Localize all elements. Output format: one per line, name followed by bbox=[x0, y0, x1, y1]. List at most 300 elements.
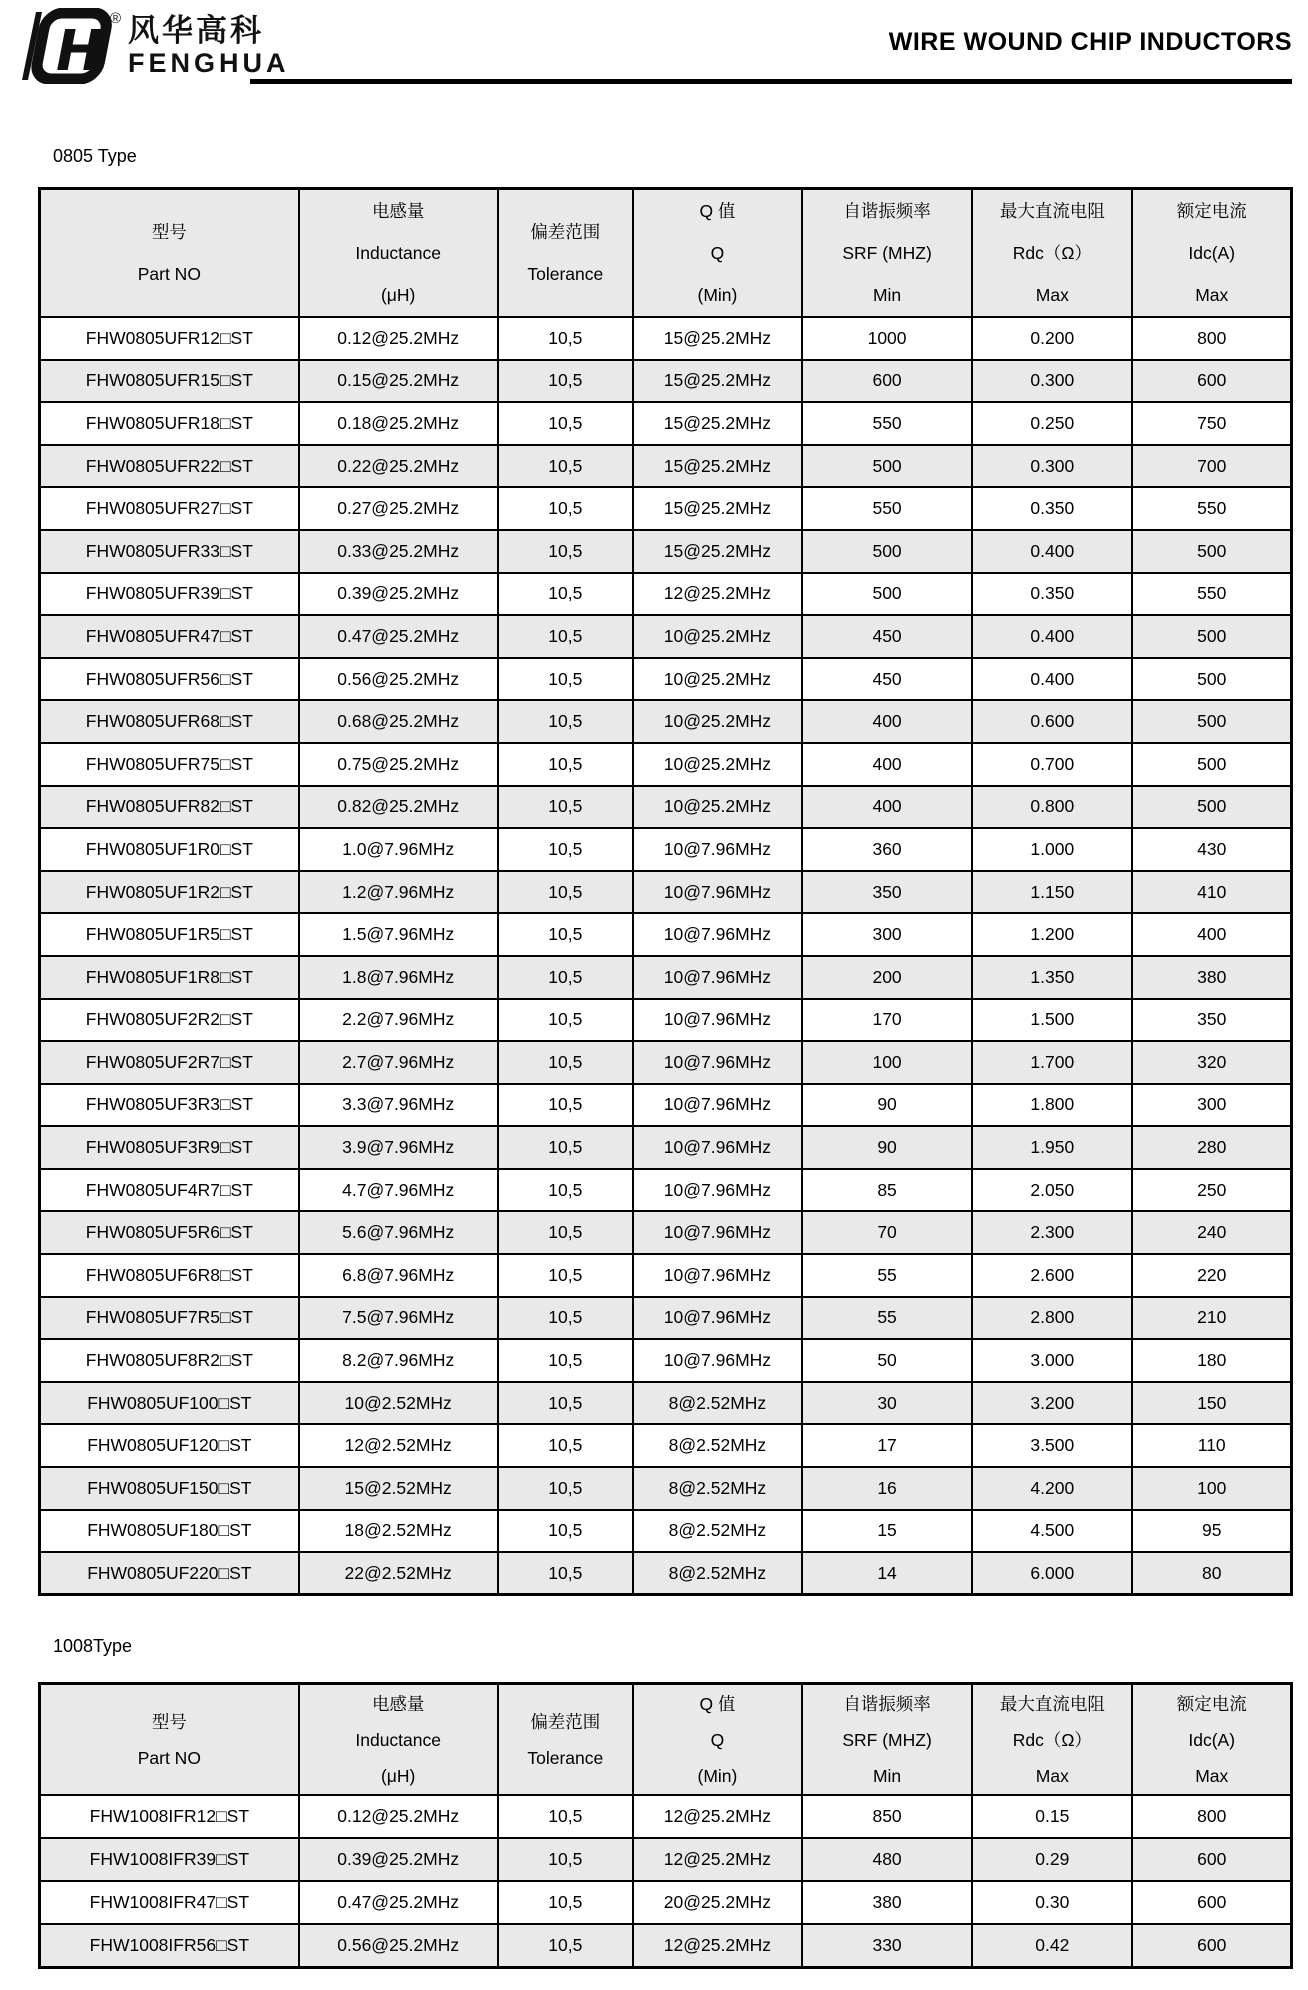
table-cell: 20@25.2MHz bbox=[633, 1881, 802, 1924]
table-cell: FHW1008IFR47□ST bbox=[40, 1881, 299, 1924]
table-cell: 2.600 bbox=[972, 1254, 1132, 1297]
table-cell: 0.82@25.2MHz bbox=[299, 786, 498, 829]
table-row bbox=[40, 786, 1292, 829]
table-cell: 10,5 bbox=[498, 573, 633, 616]
table-row bbox=[40, 317, 1292, 360]
column-header: Q 值 Q (Min) bbox=[633, 1684, 802, 1796]
table-cell: FHW0805UF180□ST bbox=[40, 1510, 299, 1553]
table-cell: 80 bbox=[1132, 1552, 1291, 1595]
table-cell: 750 bbox=[1132, 402, 1291, 445]
table-cell: 0.56@25.2MHz bbox=[299, 1924, 498, 1967]
column-header: 电感量 Inductance (μH) bbox=[299, 1684, 498, 1796]
table-cell: 90 bbox=[802, 1126, 972, 1169]
table-cell: FHW0805UF5R6□ST bbox=[40, 1211, 299, 1254]
table-cell: 10,5 bbox=[498, 445, 633, 488]
table-row bbox=[40, 1552, 1292, 1595]
table-cell: FHW0805UF1R5□ST bbox=[40, 913, 299, 956]
table-row bbox=[40, 1041, 1292, 1084]
table-cell: 2.050 bbox=[972, 1169, 1132, 1212]
table-cell: 1.950 bbox=[972, 1126, 1132, 1169]
table-cell: 550 bbox=[802, 487, 972, 530]
table-row bbox=[40, 1510, 1292, 1553]
table-cell: 4.500 bbox=[972, 1510, 1132, 1553]
table-cell: 12@25.2MHz bbox=[633, 1838, 802, 1881]
table-cell: 10@7.96MHz bbox=[633, 999, 802, 1042]
column-header: 额定电流 Idc(A) Max bbox=[1132, 189, 1291, 318]
table-cell: 1.000 bbox=[972, 828, 1132, 871]
table-cell: 10@7.96MHz bbox=[633, 871, 802, 914]
table-cell: 800 bbox=[1132, 1795, 1291, 1838]
table-cell: 800 bbox=[1132, 317, 1291, 360]
table-row bbox=[40, 828, 1292, 871]
table-cell: 70 bbox=[802, 1211, 972, 1254]
table-cell: 410 bbox=[1132, 871, 1291, 914]
table-cell: 0.15@25.2MHz bbox=[299, 360, 498, 403]
brand-text bbox=[128, 14, 290, 78]
table-cell: FHW0805UF8R2□ST bbox=[40, 1339, 299, 1382]
table-cell: 1000 bbox=[802, 317, 972, 360]
table-cell: 10@25.2MHz bbox=[633, 743, 802, 786]
table-cell: 0.27@25.2MHz bbox=[299, 487, 498, 530]
table-cell: 1.0@7.96MHz bbox=[299, 828, 498, 871]
table-cell: 10@7.96MHz bbox=[633, 828, 802, 871]
table-cell: FHW0805UF2R7□ST bbox=[40, 1041, 299, 1084]
table-row bbox=[40, 700, 1292, 743]
table-cell: 600 bbox=[1132, 1881, 1291, 1924]
table-cell: FHW0805UF150□ST bbox=[40, 1467, 299, 1510]
table-cell: 10,5 bbox=[498, 1254, 633, 1297]
brand-header bbox=[14, 8, 290, 84]
table-cell: 10,5 bbox=[498, 786, 633, 829]
table-row bbox=[40, 999, 1292, 1042]
table-cell: 10@7.96MHz bbox=[633, 1339, 802, 1382]
inductor-spec-table-1008 bbox=[38, 1682, 1293, 1969]
table-cell: 10,5 bbox=[498, 999, 633, 1042]
table-cell: 8@2.52MHz bbox=[633, 1552, 802, 1595]
table-cell: 10,5 bbox=[498, 913, 633, 956]
table-cell: 600 bbox=[1132, 1838, 1291, 1881]
table-cell: 1.5@7.96MHz bbox=[299, 913, 498, 956]
table-row bbox=[40, 1924, 1292, 1967]
table-cell: 2.7@7.96MHz bbox=[299, 1041, 498, 1084]
table-cell: 500 bbox=[1132, 743, 1291, 786]
table-cell: 4.200 bbox=[972, 1467, 1132, 1510]
table-cell: 500 bbox=[1132, 700, 1291, 743]
table-cell: 10@2.52MHz bbox=[299, 1382, 498, 1425]
table-row bbox=[40, 1254, 1292, 1297]
table-cell: 0.350 bbox=[972, 573, 1132, 616]
table-cell: 0.29 bbox=[972, 1838, 1132, 1881]
table-row bbox=[40, 1339, 1292, 1382]
table-cell: 15@25.2MHz bbox=[633, 445, 802, 488]
table-cell: FHW1008IFR56□ST bbox=[40, 1924, 299, 1967]
column-header: 最大直流电阻 Rdc（Ω） Max bbox=[972, 1684, 1132, 1796]
table-cell: 0.400 bbox=[972, 658, 1132, 701]
table-cell: 10@25.2MHz bbox=[633, 700, 802, 743]
table-cell: FHW0805UFR22□ST bbox=[40, 445, 299, 488]
table-cell: 10,5 bbox=[498, 1924, 633, 1967]
column-header: 偏差范围 Tolerance bbox=[498, 189, 633, 318]
table-cell: 0.700 bbox=[972, 743, 1132, 786]
table-cell: 0.12@25.2MHz bbox=[299, 317, 498, 360]
table-cell: 17 bbox=[802, 1424, 972, 1467]
table-cell: FHW0805UF220□ST bbox=[40, 1552, 299, 1595]
table-cell: FHW0805UF2R2□ST bbox=[40, 999, 299, 1042]
table-cell: 500 bbox=[1132, 615, 1291, 658]
table-cell: 0.56@25.2MHz bbox=[299, 658, 498, 701]
column-header: 自谐振频率 SRF (MHZ) Min bbox=[802, 1684, 972, 1796]
table-cell: FHW0805UF4R7□ST bbox=[40, 1169, 299, 1212]
table-cell: 200 bbox=[802, 956, 972, 999]
table-cell: 10,5 bbox=[498, 1126, 633, 1169]
table-cell: 8.2@7.96MHz bbox=[299, 1339, 498, 1382]
table-cell: 0.250 bbox=[972, 402, 1132, 445]
table-cell: 5.6@7.96MHz bbox=[299, 1211, 498, 1254]
table-cell: FHW0805UFR27□ST bbox=[40, 487, 299, 530]
table-cell: 4.7@7.96MHz bbox=[299, 1169, 498, 1212]
table-cell: 12@25.2MHz bbox=[633, 1795, 802, 1838]
table-cell: FHW0805UF1R8□ST bbox=[40, 956, 299, 999]
column-header: 额定电流 Idc(A) Max bbox=[1132, 1684, 1291, 1796]
table-cell: 550 bbox=[802, 402, 972, 445]
table-cell: 85 bbox=[802, 1169, 972, 1212]
header-row bbox=[40, 1684, 1292, 1796]
table-cell: 3.000 bbox=[972, 1339, 1132, 1382]
table-row bbox=[40, 1211, 1292, 1254]
column-header: 型号 Part NO bbox=[40, 189, 299, 318]
table-cell: 10,5 bbox=[498, 487, 633, 530]
column-header: 电感量 Inductance (μH) bbox=[299, 189, 498, 318]
column-header: 偏差范围 Tolerance bbox=[498, 1684, 633, 1796]
table-cell: 10@25.2MHz bbox=[633, 615, 802, 658]
table-cell: 0.300 bbox=[972, 360, 1132, 403]
table-cell: FHW0805UFR68□ST bbox=[40, 700, 299, 743]
table-row bbox=[40, 1795, 1292, 1838]
table-cell: 400 bbox=[802, 743, 972, 786]
table-cell: 10@7.96MHz bbox=[633, 956, 802, 999]
table-cell: 170 bbox=[802, 999, 972, 1042]
table-cell: 380 bbox=[1132, 956, 1291, 999]
table-cell: 15@25.2MHz bbox=[633, 402, 802, 445]
section-label-1008: 1008Type bbox=[53, 1636, 133, 1656]
table-cell: 22@2.52MHz bbox=[299, 1552, 498, 1595]
table-cell: 0.22@25.2MHz bbox=[299, 445, 498, 488]
table-cell: 3.200 bbox=[972, 1382, 1132, 1425]
table-cell: 10,5 bbox=[498, 1211, 633, 1254]
table-cell: 10,5 bbox=[498, 658, 633, 701]
table-cell: 0.18@25.2MHz bbox=[299, 402, 498, 445]
table-cell: 3.500 bbox=[972, 1424, 1132, 1467]
table-cell: 0.33@25.2MHz bbox=[299, 530, 498, 573]
table-cell: 0.400 bbox=[972, 530, 1132, 573]
table-cell: 8@2.52MHz bbox=[633, 1467, 802, 1510]
table-cell: FHW0805UFR75□ST bbox=[40, 743, 299, 786]
table-cell: FHW1008IFR39□ST bbox=[40, 1838, 299, 1881]
table-cell: 15@25.2MHz bbox=[633, 317, 802, 360]
table-cell: 10,5 bbox=[498, 1881, 633, 1924]
table-cell: 10,5 bbox=[498, 1339, 633, 1382]
table-cell: 10,5 bbox=[498, 1795, 633, 1838]
brand-name-cn: 风华高科 bbox=[128, 13, 264, 48]
table-cell: 10,5 bbox=[498, 1169, 633, 1212]
table-cell: FHW1008IFR12□ST bbox=[40, 1795, 299, 1838]
table-row bbox=[40, 658, 1292, 701]
table-cell: 1.700 bbox=[972, 1041, 1132, 1084]
table-row bbox=[40, 1881, 1292, 1924]
table-cell: 550 bbox=[1132, 487, 1291, 530]
table-cell: 1.800 bbox=[972, 1084, 1132, 1127]
table-cell: FHW0805UF100□ST bbox=[40, 1382, 299, 1425]
table-cell: 10@7.96MHz bbox=[633, 1211, 802, 1254]
table-cell: 0.600 bbox=[972, 700, 1132, 743]
table-cell: 10,5 bbox=[498, 1382, 633, 1425]
table-cell: 10,5 bbox=[498, 317, 633, 360]
table-cell: 300 bbox=[1132, 1084, 1291, 1127]
table-cell: 500 bbox=[1132, 786, 1291, 829]
table-cell: 500 bbox=[1132, 658, 1291, 701]
table-cell: 10,5 bbox=[498, 871, 633, 914]
table-cell: 6.8@7.96MHz bbox=[299, 1254, 498, 1297]
registered-trademark-icon: ® bbox=[110, 10, 122, 27]
table-cell: 12@2.52MHz bbox=[299, 1424, 498, 1467]
table-row bbox=[40, 1169, 1292, 1212]
table-cell: 50 bbox=[802, 1339, 972, 1382]
table-cell: 1.150 bbox=[972, 871, 1132, 914]
table-cell: 450 bbox=[802, 615, 972, 658]
table-cell: 0.400 bbox=[972, 615, 1132, 658]
column-header: 型号 Part NO bbox=[40, 1684, 299, 1796]
table-cell: 1.350 bbox=[972, 956, 1132, 999]
header-divider bbox=[250, 79, 1292, 84]
brand-name-en: FENGHUA bbox=[128, 48, 290, 78]
table-row bbox=[40, 1084, 1292, 1127]
table-cell: 400 bbox=[802, 786, 972, 829]
table-cell: 10@7.96MHz bbox=[633, 1041, 802, 1084]
table-row bbox=[40, 913, 1292, 956]
column-header: 自谐振频率 SRF (MHZ) Min bbox=[802, 189, 972, 318]
section-label-0805: 0805 Type bbox=[53, 146, 137, 166]
table-cell: 10@7.96MHz bbox=[633, 1169, 802, 1212]
table-cell: 350 bbox=[802, 871, 972, 914]
table-cell: FHW0805UF3R9□ST bbox=[40, 1126, 299, 1169]
table-cell: 1.8@7.96MHz bbox=[299, 956, 498, 999]
table-cell: 10@7.96MHz bbox=[633, 1084, 802, 1127]
table-cell: 10,5 bbox=[498, 402, 633, 445]
table-cell: FHW0805UFR47□ST bbox=[40, 615, 299, 658]
table-cell: 10,5 bbox=[498, 1467, 633, 1510]
table-cell: 380 bbox=[802, 1881, 972, 1924]
table-cell: 2.800 bbox=[972, 1297, 1132, 1340]
table-cell: 600 bbox=[1132, 360, 1291, 403]
table-cell: 15@25.2MHz bbox=[633, 487, 802, 530]
table-cell: 16 bbox=[802, 1467, 972, 1510]
table-cell: 0.800 bbox=[972, 786, 1132, 829]
table-row bbox=[40, 1838, 1292, 1881]
table-cell: FHW0805UF1R0□ST bbox=[40, 828, 299, 871]
table-cell: 10@7.96MHz bbox=[633, 913, 802, 956]
table-cell: 10,5 bbox=[498, 615, 633, 658]
table-cell: 10,5 bbox=[498, 828, 633, 871]
table-cell: 0.12@25.2MHz bbox=[299, 1795, 498, 1838]
table-cell: 500 bbox=[802, 445, 972, 488]
table-cell: 3.3@7.96MHz bbox=[299, 1084, 498, 1127]
table-cell: 320 bbox=[1132, 1041, 1291, 1084]
table-cell: 10@7.96MHz bbox=[633, 1297, 802, 1340]
table-cell: 240 bbox=[1132, 1211, 1291, 1254]
table-cell: 430 bbox=[1132, 828, 1291, 871]
table-cell: 0.300 bbox=[972, 445, 1132, 488]
table-cell: 300 bbox=[802, 913, 972, 956]
table-cell: 15@2.52MHz bbox=[299, 1467, 498, 1510]
table-cell: 8@2.52MHz bbox=[633, 1510, 802, 1553]
table-row bbox=[40, 1424, 1292, 1467]
table-cell: 10@7.96MHz bbox=[633, 1254, 802, 1297]
table-cell: 7.5@7.96MHz bbox=[299, 1297, 498, 1340]
table-cell: 10,5 bbox=[498, 530, 633, 573]
table-cell: 100 bbox=[1132, 1467, 1291, 1510]
table-cell: FHW0805UFR56□ST bbox=[40, 658, 299, 701]
table-cell: 480 bbox=[802, 1838, 972, 1881]
table-cell: 0.68@25.2MHz bbox=[299, 700, 498, 743]
table-cell: 450 bbox=[802, 658, 972, 701]
table-row bbox=[40, 1382, 1292, 1425]
table-cell: 0.75@25.2MHz bbox=[299, 743, 498, 786]
table-cell: 10,5 bbox=[498, 700, 633, 743]
table-cell: FHW0805UF3R3□ST bbox=[40, 1084, 299, 1127]
table-row bbox=[40, 402, 1292, 445]
table-cell: 10,5 bbox=[498, 1552, 633, 1595]
table-cell: 550 bbox=[1132, 573, 1291, 616]
table-cell: 0.200 bbox=[972, 317, 1132, 360]
table-cell: 210 bbox=[1132, 1297, 1291, 1340]
table-row bbox=[40, 1126, 1292, 1169]
table-cell: 0.350 bbox=[972, 487, 1132, 530]
table-cell: 330 bbox=[802, 1924, 972, 1967]
table-cell: 280 bbox=[1132, 1126, 1291, 1169]
table-cell: 10,5 bbox=[498, 1297, 633, 1340]
table-row bbox=[40, 1297, 1292, 1340]
table-cell: 10,5 bbox=[498, 1041, 633, 1084]
table-cell: 10@25.2MHz bbox=[633, 786, 802, 829]
table-row bbox=[40, 445, 1292, 488]
table-cell: 10,5 bbox=[498, 1838, 633, 1881]
table-cell: 15 bbox=[802, 1510, 972, 1553]
table-cell: 220 bbox=[1132, 1254, 1291, 1297]
table-cell: 15@25.2MHz bbox=[633, 360, 802, 403]
table-cell: 10,5 bbox=[498, 956, 633, 999]
table-row bbox=[40, 743, 1292, 786]
table-cell: 600 bbox=[1132, 1924, 1291, 1967]
table-cell: 10,5 bbox=[498, 1510, 633, 1553]
table-row bbox=[40, 360, 1292, 403]
table-cell: 55 bbox=[802, 1297, 972, 1340]
table-cell: 500 bbox=[1132, 530, 1291, 573]
table-cell: 10@25.2MHz bbox=[633, 658, 802, 701]
table-cell: 0.47@25.2MHz bbox=[299, 615, 498, 658]
column-header: 最大直流电阻 Rdc（Ω） Max bbox=[972, 189, 1132, 318]
table-cell: 8@2.52MHz bbox=[633, 1382, 802, 1425]
table-cell: 500 bbox=[802, 573, 972, 616]
inductor-spec-table-0805 bbox=[38, 187, 1293, 1596]
table-cell: 18@2.52MHz bbox=[299, 1510, 498, 1553]
page-title: WIRE WOUND CHIP INDUCTORS bbox=[888, 28, 1292, 56]
table-row bbox=[40, 573, 1292, 616]
table-cell: 10,5 bbox=[498, 1424, 633, 1467]
table-cell: 100 bbox=[802, 1041, 972, 1084]
table-cell: 95 bbox=[1132, 1510, 1291, 1553]
table-row bbox=[40, 530, 1292, 573]
table-cell: 350 bbox=[1132, 999, 1291, 1042]
table-cell: 15@25.2MHz bbox=[633, 530, 802, 573]
table-cell: 0.42 bbox=[972, 1924, 1132, 1967]
table-cell: 14 bbox=[802, 1552, 972, 1595]
table-cell: 6.000 bbox=[972, 1552, 1132, 1595]
table-cell: 0.30 bbox=[972, 1881, 1132, 1924]
table-cell: 180 bbox=[1132, 1339, 1291, 1382]
column-header: Q 值 Q (Min) bbox=[633, 189, 802, 318]
table-cell: 10,5 bbox=[498, 1084, 633, 1127]
table-cell: 500 bbox=[802, 530, 972, 573]
table-cell: 700 bbox=[1132, 445, 1291, 488]
table-cell: FHW0805UF7R5□ST bbox=[40, 1297, 299, 1340]
table-cell: 12@25.2MHz bbox=[633, 573, 802, 616]
table-cell: 90 bbox=[802, 1084, 972, 1127]
table-row bbox=[40, 1467, 1292, 1510]
table-cell: 110 bbox=[1132, 1424, 1291, 1467]
table-cell: 30 bbox=[802, 1382, 972, 1425]
table-cell: FHW0805UFR39□ST bbox=[40, 573, 299, 616]
table-cell: 1.2@7.96MHz bbox=[299, 871, 498, 914]
table-cell: 1.500 bbox=[972, 999, 1132, 1042]
table-cell: 250 bbox=[1132, 1169, 1291, 1212]
table-cell: FHW0805UFR18□ST bbox=[40, 402, 299, 445]
table-cell: 0.39@25.2MHz bbox=[299, 573, 498, 616]
table-cell: 0.39@25.2MHz bbox=[299, 1838, 498, 1881]
table-cell: 10,5 bbox=[498, 360, 633, 403]
table-cell: 8@2.52MHz bbox=[633, 1424, 802, 1467]
table-cell: 0.15 bbox=[972, 1795, 1132, 1838]
table-row bbox=[40, 487, 1292, 530]
table-cell: 12@25.2MHz bbox=[633, 1924, 802, 1967]
table-cell: FHW0805UF1R2□ST bbox=[40, 871, 299, 914]
table-row bbox=[40, 871, 1292, 914]
table-cell: 850 bbox=[802, 1795, 972, 1838]
table-row bbox=[40, 956, 1292, 999]
table-cell: FHW0805UFR33□ST bbox=[40, 530, 299, 573]
table-cell: FHW0805UF120□ST bbox=[40, 1424, 299, 1467]
table-cell: FHW0805UFR15□ST bbox=[40, 360, 299, 403]
table-cell: 10@7.96MHz bbox=[633, 1126, 802, 1169]
table-cell: 10,5 bbox=[498, 743, 633, 786]
table-cell: 2.300 bbox=[972, 1211, 1132, 1254]
table-cell: 3.9@7.96MHz bbox=[299, 1126, 498, 1169]
table-cell: 360 bbox=[802, 828, 972, 871]
table-cell: FHW0805UFR12□ST bbox=[40, 317, 299, 360]
table-cell: 1.200 bbox=[972, 913, 1132, 956]
svg-text:H: H bbox=[56, 19, 103, 84]
table-cell: 400 bbox=[1132, 913, 1291, 956]
table-cell: 150 bbox=[1132, 1382, 1291, 1425]
table-cell: 55 bbox=[802, 1254, 972, 1297]
table-cell: 0.47@25.2MHz bbox=[299, 1881, 498, 1924]
table-cell: 400 bbox=[802, 700, 972, 743]
table-cell: FHW0805UFR82□ST bbox=[40, 786, 299, 829]
table-cell: FHW0805UF6R8□ST bbox=[40, 1254, 299, 1297]
table-cell: 600 bbox=[802, 360, 972, 403]
table-row bbox=[40, 615, 1292, 658]
header-row bbox=[40, 189, 1292, 318]
table-cell: 2.2@7.96MHz bbox=[299, 999, 498, 1042]
